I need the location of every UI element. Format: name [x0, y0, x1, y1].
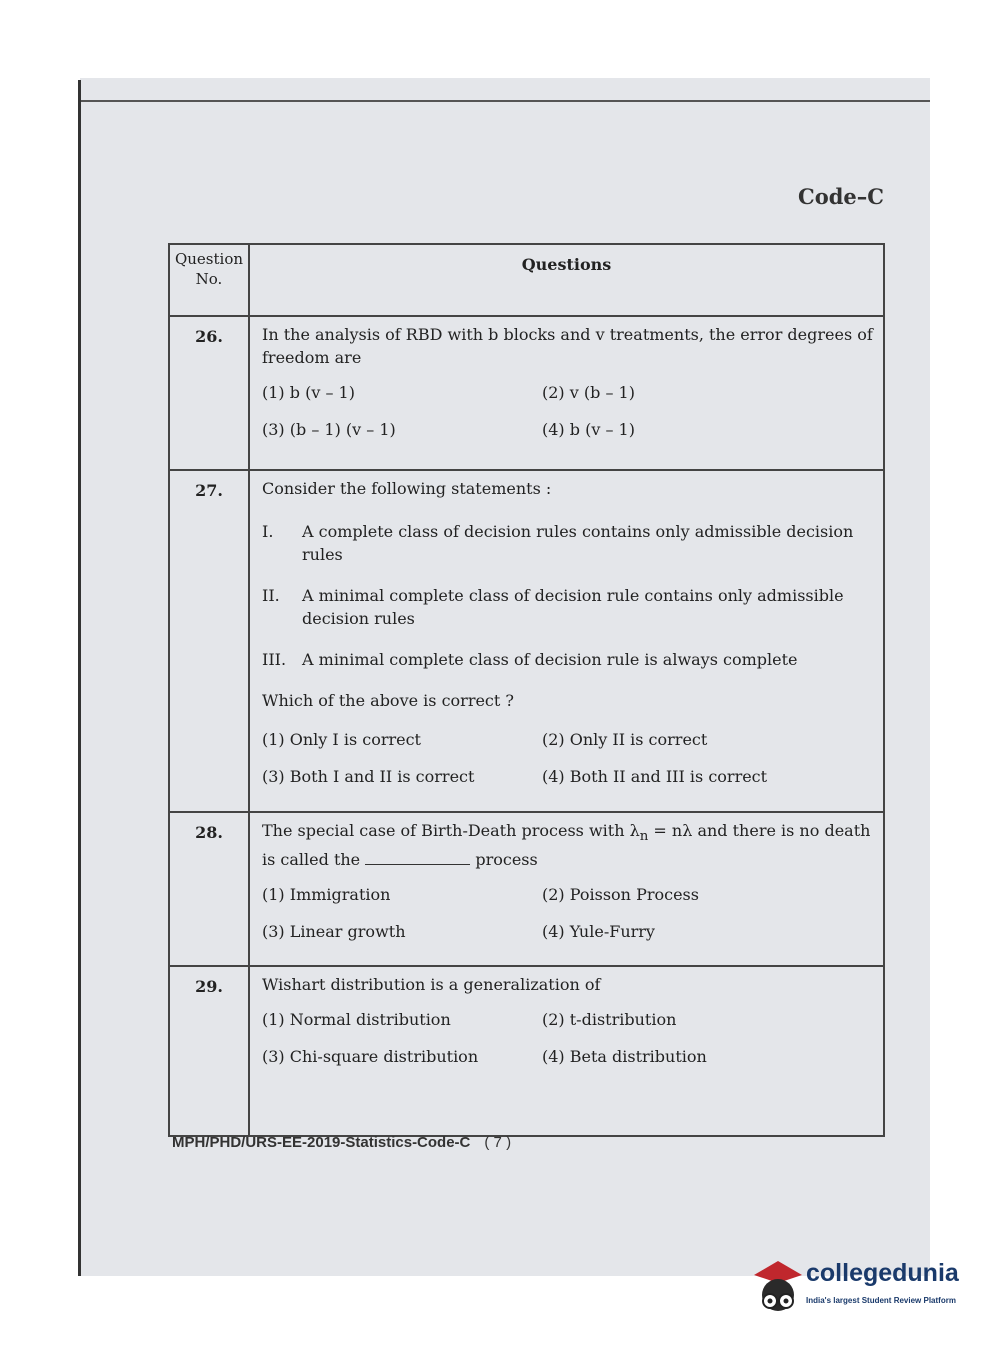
question-number: 29. [169, 966, 249, 1136]
answer-blank [365, 864, 470, 865]
mascot-icon [748, 1253, 804, 1323]
question-row-27 [169, 470, 884, 812]
question-row-29 [169, 966, 884, 1136]
logo-wordmark: collegedunia [806, 1259, 959, 1287]
question-stem: In the analysis of RBD with b blocks and v treatments, the error degrees of freedom are [262, 325, 873, 367]
option-2: (2) Only II is correct [542, 730, 708, 749]
option-3: (3) (b – 1) (v – 1) [262, 420, 396, 439]
question-row-26 [169, 316, 884, 470]
options [262, 383, 875, 439]
option-2: (2) t-distribution [542, 1010, 677, 1029]
option-3: (3) Both I and II is correct [262, 767, 475, 786]
option-2: (2) Poisson Process [542, 885, 699, 905]
footer-code: MPH/PHD/URS-EE-2019-Statistics-Code-C [172, 1134, 471, 1151]
question-number: 26. [169, 316, 249, 470]
question-row-28 [169, 812, 884, 966]
option-1: (1) Only I is correct [262, 730, 421, 749]
option-3: (3) Linear growth [262, 922, 406, 942]
stem-part: The special case of Birth-Death process with λ [262, 821, 640, 840]
page-footer [172, 1134, 511, 1151]
collegedunia-logo[interactable] [748, 1253, 973, 1323]
statement-label: I. [262, 522, 274, 541]
option-4: (4) b (v – 1) [542, 420, 635, 439]
options [262, 1010, 875, 1066]
option-3: (3) Chi-square distribution [262, 1047, 479, 1066]
option-1: (1) Immigration [262, 885, 391, 905]
option-2: (2) v (b – 1) [542, 383, 635, 402]
logo-tagline: India's largest Student Review Platform [806, 1296, 956, 1305]
question-number: 27. [169, 470, 249, 812]
option-4: (4) Both II and III is correct [542, 767, 768, 786]
statement-text: A complete class of decision rules contains only admissible decision rules [302, 522, 854, 564]
options [262, 885, 875, 941]
option-1: (1) Normal distribution [262, 1010, 451, 1029]
top-border [80, 100, 930, 102]
question-stem: Wishart distribution is a generalization of [262, 975, 601, 994]
question-stem [262, 819, 875, 871]
question-stem: Consider the following statements : [262, 479, 552, 498]
option-4: (4) Yule-Furry [542, 922, 655, 942]
stem-part: process [475, 850, 538, 870]
question-ask: Which of the above is correct ? [262, 691, 514, 710]
left-border [78, 80, 81, 1276]
questions-header: Questions [249, 244, 884, 316]
statement-1 [262, 520, 875, 566]
page-number: ( 7 ) [484, 1134, 512, 1151]
question-number: 28. [169, 812, 249, 966]
statement-2 [262, 584, 875, 630]
statement-label: II. [262, 586, 280, 605]
question-table [168, 243, 885, 1137]
stem-part: = nλ and there is no death is called the [262, 821, 871, 870]
statement-3 [262, 648, 875, 671]
option-1: (1) b (v – 1) [262, 383, 355, 402]
subscript: n [639, 829, 649, 845]
options [262, 730, 875, 786]
paper-code: Code–C [798, 184, 884, 209]
statement-text: A minimal complete class of decision rule contains only admissible decision rules [302, 586, 844, 628]
statement-text: A minimal complete class of decision rule is always complete [302, 650, 798, 669]
question-no-header: Question No. [169, 244, 249, 316]
statement-label: III. [262, 650, 287, 669]
option-4: (4) Beta distribution [542, 1047, 707, 1066]
